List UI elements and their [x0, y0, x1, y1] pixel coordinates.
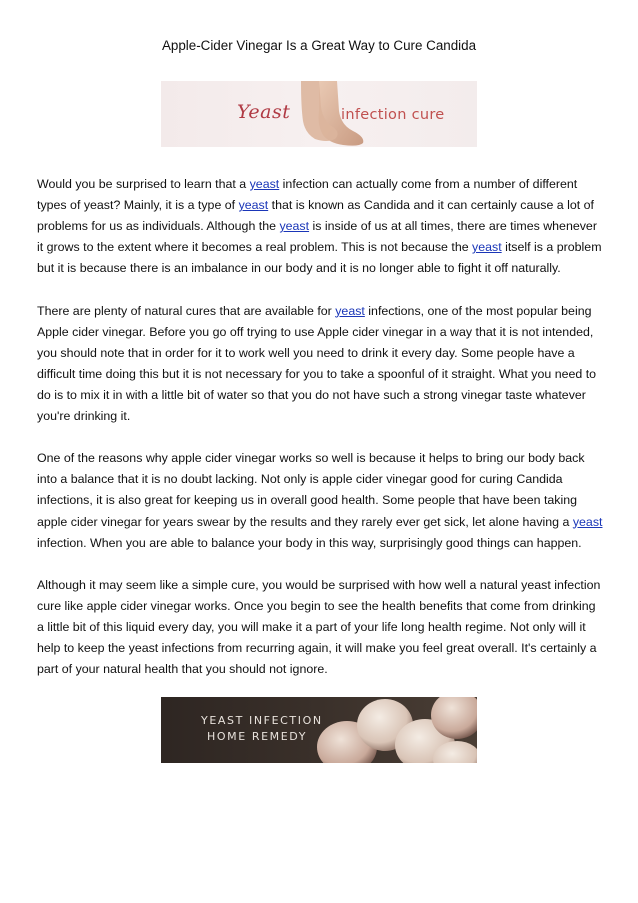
garlic-illustration [307, 697, 477, 763]
yeast-link[interactable]: yeast [249, 177, 280, 191]
banner-line-home-remedy: HOME REMEDY [207, 730, 308, 743]
yeast-link[interactable]: yeast [335, 303, 365, 318]
banner-line-yeast-infection: YEAST INFECTION [201, 714, 323, 727]
paragraph-text: infections, one of the most popular being Apple cider vinegar. Before you go off trying to use Apple cider vinegar in a way that it is not intended, you should note that in order for it to work well you need to drink it every day. Some people have a difficult time doing this but it is not necessary for you to take a spoonful of it straight. What you need to do is to mix it in with a little bit of water so that you do not have such a strong vinegar taste whatever you're drinking it. [37, 303, 597, 424]
paragraph-text: Although it may seem like a simple cure, you would be surprised with how well a natural yeast infection cure like apple cider vinegar works. Once you begin to see the health benefits that come from drinking a little bit of this liquid every day, you will make it a part of your life long health regime. Not only will it help to keep the yeast infections from recurring again, it will make you feel great overall. It's certainly a part of your natural health that you should not ignore. [37, 577, 601, 677]
paragraph [37, 301, 605, 428]
banner-word-yeast: Yeast [237, 101, 291, 123]
yeast-link[interactable]: yeast [572, 514, 603, 529]
banner-word-infection-cure: infection cure [341, 107, 445, 123]
paragraph-text: that is known as Candida and it can certainly cause a lot of problems for us as individuals. Although the [37, 198, 594, 234]
paragraph [37, 448, 605, 553]
page-title: Apple-Cider Vinegar Is a Great Way to Cure Candida [161, 38, 477, 53]
paragraph [37, 575, 605, 680]
paragraph-text: One of the reasons why apple cider vinegar works so well is because it helps to bring our body back into a balance that it is no doubt lacking. Not only is apple cider vinegar good for curing Candida infections, it is also great for keeping us in overall good health. Some people that have been taking apple cider vinegar for years swear by the results and they rarely ever get sick, let alone having a [37, 451, 585, 529]
yeast-infection-home-remedy-banner [161, 697, 477, 763]
article-body [37, 174, 605, 701]
paragraph-text: Would you be surprised to learn that a [37, 177, 250, 191]
paragraph-text: infection. When you are able to balance your body in this way, surprisingly good things can happen. [37, 535, 582, 550]
paragraph-text: There are plenty of natural cures that are available for [37, 303, 336, 318]
yeast-infection-cure-banner [161, 81, 477, 147]
yeast-link[interactable]: yeast [279, 219, 310, 234]
paragraph-text: is inside of us at all times, there are times whenever it grows to the extent where it becomes a real problem. This is not because the [37, 219, 597, 255]
yeast-link[interactable]: yeast [238, 198, 269, 213]
paragraph [37, 174, 605, 279]
paragraph-text: infection can actually come from a number of different types of yeast? Mainly, it is a type of [37, 177, 578, 213]
paragraph-text: itself is a problem but it is because there is an imbalance in our body and it is no longer able to fight it off naturally. [37, 240, 602, 276]
yeast-link[interactable]: yeast [472, 240, 502, 255]
